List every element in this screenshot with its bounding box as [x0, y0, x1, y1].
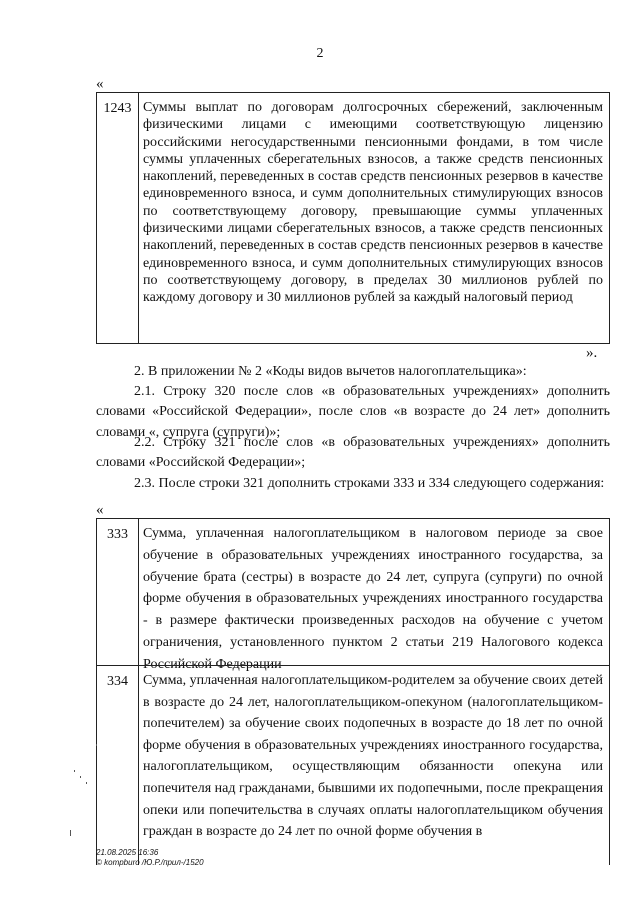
footer-author: © kompburo /Ю.Р./прил-/1520 — [96, 858, 204, 867]
scan-speck — [96, 744, 97, 746]
open-quote-2: « — [96, 502, 104, 518]
page-number: 2 — [316, 46, 324, 61]
paragraph-2-2 — [96, 433, 610, 474]
paragraph-2-text: 2. В приложении № 2 «Коды видов вычетов налогоплательщика»: — [134, 364, 527, 379]
row-code: 1243 — [97, 93, 139, 343]
row-text: Суммы выплат по договорам долгосрочных сбережений, заключенным физическими лицами с имеющими соответствующую лицензию российскими негосударственными пенсионными фондами, в том числе суммы уплаченных сберегательных взносов, а также средств пенсионных накоплений, переведенных в состав средств пенсионных резервов в качестве единовременного взноса, и сумм дополнительных стимулирующих взносов по соответствующему договору, превышающие суммы уплаченных физическими лицами сберегательных взносов, а также средств пенсионных накоплений, переведенных в состав средств пенсионных резервов в качестве единовременного взноса, и сумм дополнительных стимулирующих взносов по соответствующему договору, в пределах 30 миллионов рублей по каждому договору и 30 миллионов рублей за каждый налоговый период — [143, 100, 603, 306]
paragraph-2 — [96, 362, 610, 382]
table-row-334 — [96, 665, 610, 865]
footer-stamp — [96, 848, 204, 868]
paragraph-2-1-text: 2.1. Строку 320 после слов «в образовательных учреждениях» дополнить словами «Российской Федерации», после слов «в возрасте до 24 лет» дополнить словами «, супруга (супруги)»; — [96, 384, 610, 440]
table-row-333 — [96, 518, 610, 672]
paragraph-2-3-text: 2.3. После строки 321 дополнить строками 333 и 334 следующего содержания: — [134, 476, 605, 491]
open-quote-1: « — [96, 76, 104, 92]
scan-speck — [70, 830, 71, 836]
close-quote: ». — [586, 345, 598, 361]
table-row-1243 — [96, 92, 610, 344]
row-text: Сумма, уплаченная налогоплательщиком в налоговом периоде за свое обучение в образовательных учреждениях иностранного государства, за обучение брата (сестры) в возрасте до 24 лет, супруга (супруги) по очной форме обучения в образовательных учреждениях иностранного государства - в размере фактически произведенных расходов на обучение с учетом ограничения, установленного пунктом 2 статьи 219 Налогового кодекса Российской Федерации — [143, 526, 603, 672]
row-code: 334 — [97, 666, 139, 865]
scan-speck — [74, 770, 75, 772]
row-text: Сумма, уплаченная налогоплательщиком-родителем за обучение своих детей в возрасте до 24 лет, налогоплательщиком-опекуном (налогоплательщиком-попечителем) за обучение своих подопечных в возрасте до 18 лет по очной форме обучения в образовательных учреждениях иностранного государства, налогоплательщиком, осуществляющим обязанности опекуна или попечителя над гражданами, бывшими их подопечными, после прекращения опеки или попечительства в случаях оплаты налогоплательщиком обучения граждан в возрасте до 24 лет по очной форме обучения в — [143, 673, 604, 840]
scan-speck — [80, 776, 81, 778]
row-code: 333 — [97, 519, 139, 665]
scan-speck — [86, 782, 87, 784]
paragraph-2-3 — [96, 474, 610, 494]
paragraph-2-2-text: 2.2. Строку 321 после слов «в образовательных учреждениях» дополнить словами «Российской Федерации»; — [96, 435, 610, 471]
footer-date: 21.08.2025 16:36 — [96, 848, 159, 857]
